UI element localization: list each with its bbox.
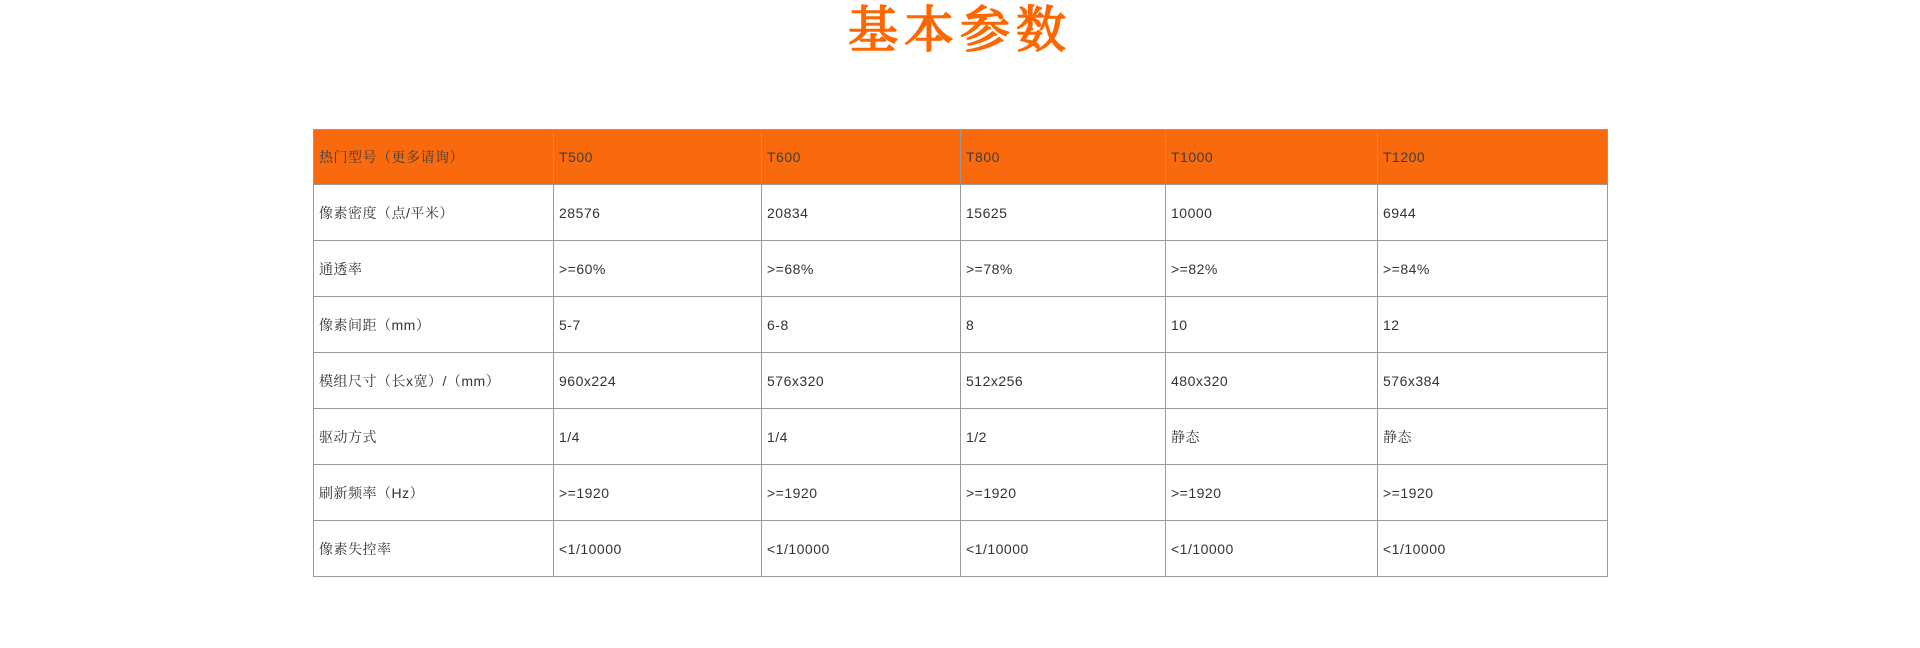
spec-value: <1/10000 <box>762 521 961 577</box>
spec-value: 6-8 <box>762 297 961 353</box>
table-header-row <box>314 130 1608 185</box>
spec-label: 刷新频率（Hz） <box>314 465 554 521</box>
spec-value: 静态 <box>1166 409 1378 465</box>
model-header: T800 <box>961 130 1166 185</box>
spec-value: 6944 <box>1378 185 1608 241</box>
spec-value: 静态 <box>1378 409 1608 465</box>
spec-value: 15625 <box>961 185 1166 241</box>
spec-value: 960x224 <box>554 353 762 409</box>
spec-value: >=68% <box>762 241 961 297</box>
spec-value: 480x320 <box>1166 353 1378 409</box>
spec-value: 576x320 <box>762 353 961 409</box>
spec-label: 通透率 <box>314 241 554 297</box>
page-title: 基本参数 <box>848 2 1072 58</box>
spec-value: 576x384 <box>1378 353 1608 409</box>
spec-value: >=60% <box>554 241 762 297</box>
spec-value: 10 <box>1166 297 1378 353</box>
spec-value: 1/4 <box>554 409 762 465</box>
spec-value: 28576 <box>554 185 762 241</box>
spec-label: 模组尺寸（长x宽）/（mm） <box>314 353 554 409</box>
spec-value: <1/10000 <box>1378 521 1608 577</box>
spec-value: 12 <box>1378 297 1608 353</box>
spec-value: 1/2 <box>961 409 1166 465</box>
spec-label: 驱动方式 <box>314 409 554 465</box>
spec-label: 像素间距（mm） <box>314 297 554 353</box>
model-header: T1000 <box>1166 130 1378 185</box>
spec-value: 8 <box>961 297 1166 353</box>
spec-value: 512x256 <box>961 353 1166 409</box>
spec-value: <1/10000 <box>961 521 1166 577</box>
header-label-cell: 热门型号（更多请询） <box>314 130 554 185</box>
table-row <box>314 465 1608 521</box>
model-header: T500 <box>554 130 762 185</box>
table-row <box>314 241 1608 297</box>
spec-value: <1/10000 <box>554 521 762 577</box>
table-row <box>314 297 1608 353</box>
spec-value: >=1920 <box>554 465 762 521</box>
spec-value: >=1920 <box>961 465 1166 521</box>
spec-value: >=1920 <box>762 465 961 521</box>
spec-value: >=78% <box>961 241 1166 297</box>
table-row <box>314 409 1608 465</box>
spec-value: <1/10000 <box>1166 521 1378 577</box>
spec-label: 像素失控率 <box>314 521 554 577</box>
table-row <box>314 521 1608 577</box>
table-row <box>314 353 1608 409</box>
spec-label: 像素密度（点/平米） <box>314 185 554 241</box>
spec-value: >=84% <box>1378 241 1608 297</box>
model-header: T1200 <box>1378 130 1608 185</box>
spec-value: 20834 <box>762 185 961 241</box>
table-row <box>314 185 1608 241</box>
spec-value: >=1920 <box>1378 465 1608 521</box>
specs-table <box>313 129 1608 577</box>
spec-value: 1/4 <box>762 409 961 465</box>
spec-value: 10000 <box>1166 185 1378 241</box>
model-header: T600 <box>762 130 961 185</box>
spec-value: >=82% <box>1166 241 1378 297</box>
spec-value: >=1920 <box>1166 465 1378 521</box>
spec-value: 5-7 <box>554 297 762 353</box>
